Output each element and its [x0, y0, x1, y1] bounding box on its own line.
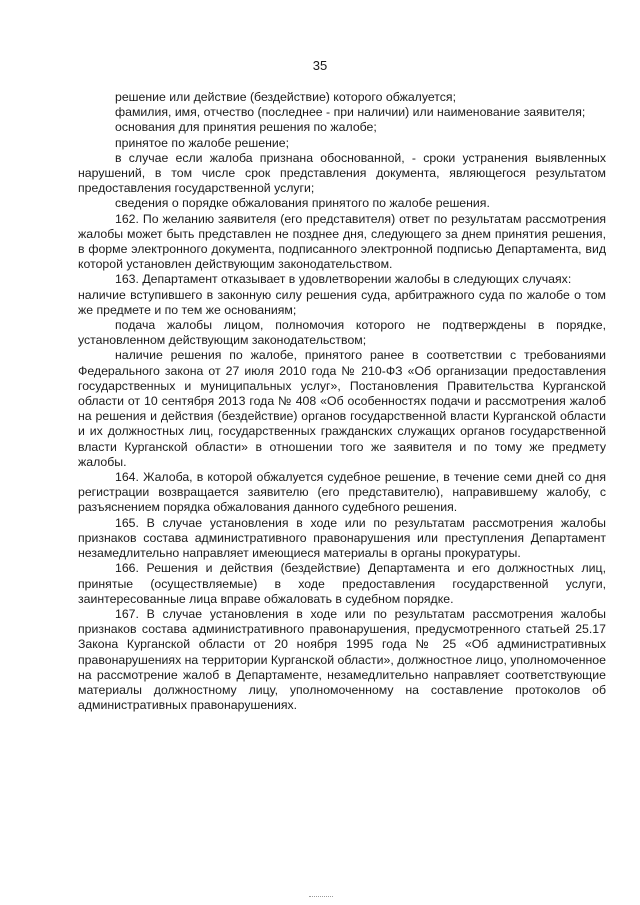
paragraph-prior-decision: наличие решения по жалобе, принятого ранее в соответствии с требованиями Федерального закона от 27 июля 2010 года № 210-ФЗ «Об организации предоставления государственных и муниципальных услуг», Постановления Правительства Курганской области от 10 сентября 2013 года № 408 «Об особенностях подачи и рассмотрения жалоб на решения и действия (бездействие) органов государственной власти Курганской области и их должностных лиц, государственных гражданских служащих органов государственной власти Курганской области» в отношении того же заявителя и по тому же предмету жалобы.	[78, 348, 606, 469]
paragraph-appealed-decision: решение или действие (бездействие) которого обжалуется;	[115, 90, 457, 104]
document-body	[78, 90, 606, 713]
paragraph-applicant-name: фамилия, имя, отчество (последнее - при наличии) или наименование заявителя;	[115, 105, 586, 120]
paragraph-appeal-procedure: сведения о порядке обжалования принятого по жалобе решения.	[115, 196, 490, 211]
paragraph-decision-taken: принятое по жалобе решение;	[115, 135, 289, 150]
paragraph-court-decision: наличие вступившего в законную силу решения суда, арбитражного суда по жалобе о том же предмете и по тем же основаниям;	[78, 287, 606, 317]
paragraph-unauthorized-filing: подача жалобы лицом, полномочия которого не подтверждены в порядке, установленном действующим законодательством;	[78, 318, 606, 348]
paragraph-166: 166. Решения и действия (бездействие) Департамента и его должностных лиц, принятые (осуществляемые) в ходе предоставления государственной услуги, заинтересованные лица вправе обжаловать в судебном порядке.	[78, 561, 606, 606]
paragraph-162: 162. По желанию заявителя (его представителя) ответ по результатам рассмотрения жалобы может быть представлен не позднее дня, следующего за днем принятия решения, в форме электронного документа, подписанного электронной подписью Департамента, вид которой установлен действующим законодательством.	[78, 211, 606, 272]
scan-footer-mark	[309, 896, 333, 900]
paragraph-167: 167. В случае установления в ходе или по результатам рассмотрения жалобы признаков состава административного правонарушения, предусмотренного статьей 25.17 Закона Курганской области от 20 ноября 1995 года № 25 «Об административных правонарушениях на территории Курганской области», должностное лицо, уполномоченное на рассмотрение жалоб в Департаменте, незамедлительно направляет соответствующие материалы должностному лицу, уполномоченному на составление протоколов об административных правонарушениях.	[78, 606, 606, 713]
page-number: 35	[312, 58, 328, 73]
paragraph-165: 165. В случае установления в ходе или по результатам рассмотрения жалобы признаков состава административного правонарушения или преступления Департамент незамедлительно направляет имеющиеся материалы в органы прокуратуры.	[78, 515, 606, 561]
paragraph-163: 163. Департамент отказывает в удовлетворении жалобы в следующих случаях:	[115, 272, 572, 287]
paragraph-grounds: основания для принятия решения по жалобе;	[115, 120, 377, 135]
paragraph-remedy-terms: в случае если жалоба признана обоснованной, - сроки устранения выявленных нарушений, в том числе срок представления документа, являющегося результатом предоставления государственной услуги;	[78, 150, 606, 196]
paragraph-164: 164. Жалоба, в которой обжалуется судебное решение, в течение семи дней со дня регистрации возвращается заявителю (его представителю), направившему жалобу, с разъяснением порядка обжалования данного судебного решения.	[78, 470, 606, 515]
